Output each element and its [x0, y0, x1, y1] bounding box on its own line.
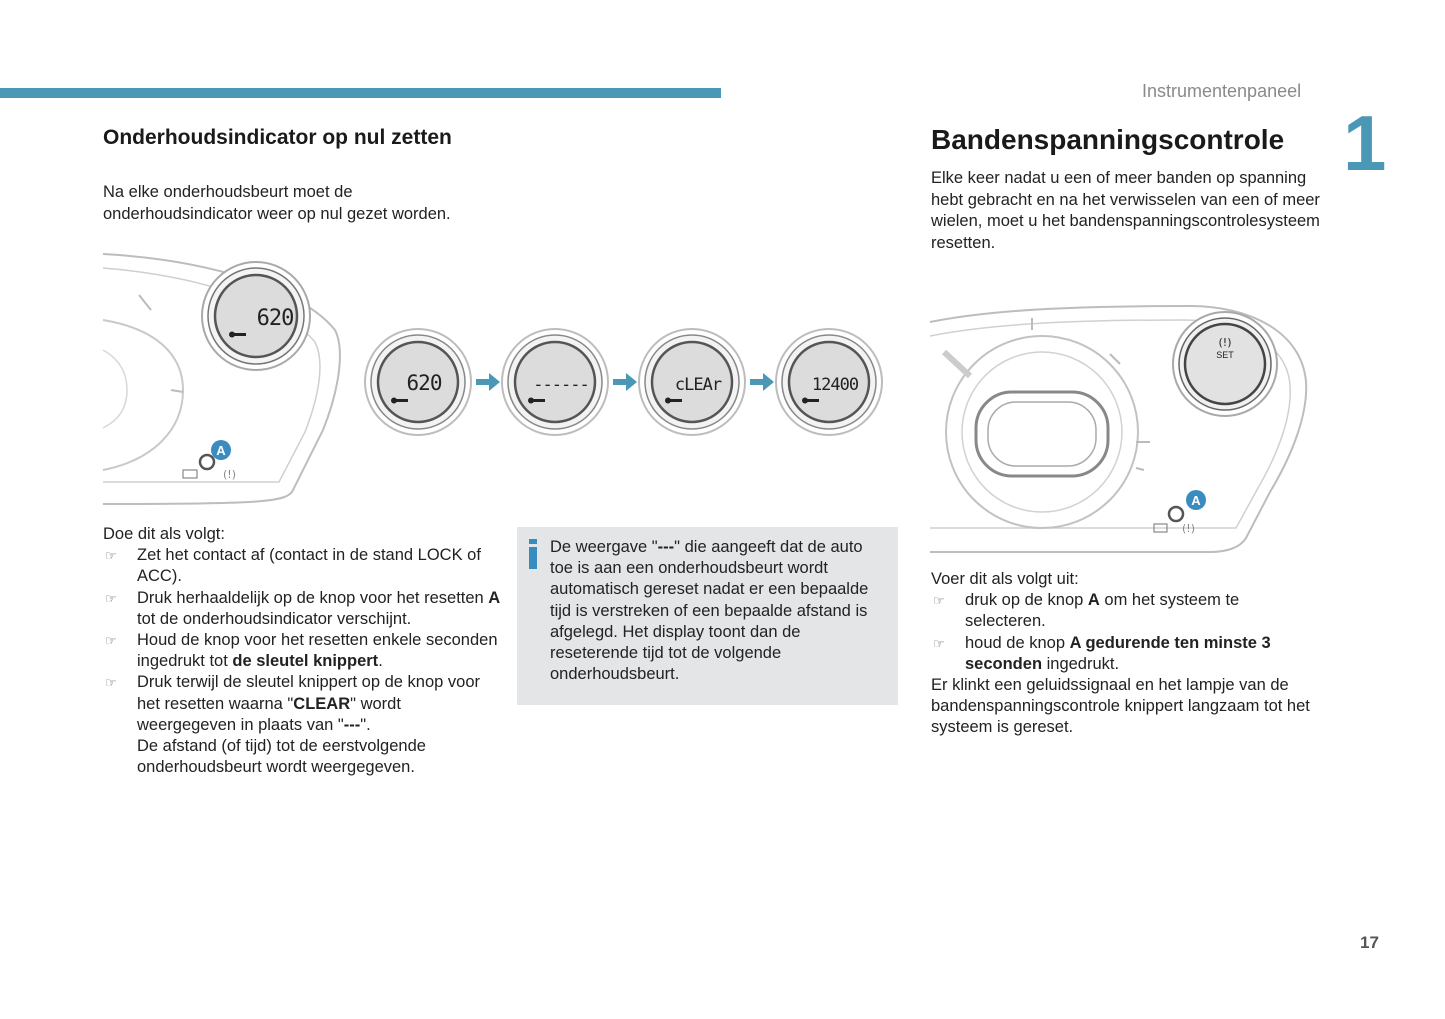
step-item: ☞ Druk herhaaldelijk op de knop voor het resetten A tot de onderhoudsindicator verschijnt. [105, 588, 501, 628]
info-icon [527, 539, 539, 569]
button-a-label: A [216, 443, 226, 458]
step-item: ☞ druk op de knop A om het systeem te selecteren. [933, 591, 1240, 631]
arrow-right-icon [613, 373, 637, 391]
maintenance-reset-intro: Na elke onderhoudsbeurt moet de onderhoudsindicator weer op nul gezet worden. [103, 183, 451, 223]
tpms-outro: Er klinkt een geluidssignaal en het lampje van de bandenspanningscontrole knippert langzaam tot het systeem is gereset. [931, 676, 1310, 737]
hand-pointer-icon: ☞ [105, 590, 117, 606]
tpms-steps [931, 569, 1321, 739]
maintenance-reset-title: Onderhoudsindicator op nul zetten [103, 126, 452, 149]
svg-text:(!): (!) [1182, 522, 1195, 535]
hand-pointer-icon: ☞ [105, 633, 117, 649]
info-text: De weergave "---" die aangeeft dat de auto toe is aan een onderhoudsbeurt wordt automatisch gereset nadat er een bepaalde tijd is verstreken of een bepaalde afstand is afgelegd. Het display toont dan de reseterende tijd tot de volgende onderhoudsbeurt. [550, 538, 869, 684]
reset-button-a[interactable] [200, 455, 214, 469]
tpms-button-a[interactable] [1169, 507, 1183, 521]
set-label: SET [1216, 350, 1234, 360]
arrow-right-icon [476, 373, 500, 391]
dial-lcd-value: 620 [256, 306, 294, 331]
step-item: ☞ Druk terwijl de sleutel knippert op de knop voor het resetten waarna "CLEAR" wordt weergegeven in plaats van "---". De afstand (of tijd) tot de eerstvolgende onderhoudsbeurt wordt weergegeven. [105, 673, 481, 777]
tpms-warning-icon: (!) [1218, 336, 1232, 349]
step-item: ☞ Houd de knop voor het resetten enkele seconden ingedrukt tot de sleutel knippert. [105, 631, 498, 671]
header-accent-bar [0, 88, 721, 98]
tpms-intro: Elke keer nadat u een of meer banden op spanning hebt gebracht en na het verwisselen van een of meer wielen, moet u het bandenspanningscontrolesysteem resetten. [931, 169, 1320, 252]
sequence-lcd-value: 12400 [811, 375, 859, 395]
chapter-number: 1 [1343, 99, 1387, 187]
svg-text:(!): (!) [223, 468, 236, 481]
arrow-right-icon [750, 373, 774, 391]
tpms-cluster-figure [930, 302, 1310, 560]
sequence-lcd-value: ------ [533, 375, 589, 395]
sequence-dial [639, 329, 745, 435]
reset-sequence-figure [364, 326, 886, 438]
page-number: 17 [1360, 933, 1379, 952]
step-item: ☞ houd de knop A gedurende ten minste 3 seconden ingedrukt. [933, 633, 1271, 673]
tpms-title: Bandenspanningscontrole [931, 124, 1285, 155]
sequence-dial [365, 329, 471, 435]
hand-pointer-icon: ☞ [933, 593, 945, 609]
sequence-dial [776, 329, 882, 435]
info-box [517, 527, 898, 705]
hand-pointer-icon: ☞ [105, 548, 117, 564]
maintenance-cluster-figure [103, 250, 343, 510]
hand-pointer-icon: ☞ [105, 675, 117, 691]
steps-intro: Voer dit als volgt uit: [931, 570, 1079, 588]
step-item: ☞ Zet het contact af (contact in de stand LOCK of ACC). [105, 546, 481, 586]
sequence-dial [502, 329, 608, 435]
section-header: Instrumentenpaneel [1142, 81, 1302, 101]
steps-intro: Doe dit als volgt: [103, 525, 225, 543]
maintenance-steps [103, 524, 503, 778]
sequence-lcd-value: 620 [406, 371, 442, 395]
sequence-lcd-value: cLEAr [674, 375, 722, 395]
hand-pointer-icon: ☞ [933, 635, 945, 651]
tpms-button-a-label: A [1191, 493, 1201, 508]
